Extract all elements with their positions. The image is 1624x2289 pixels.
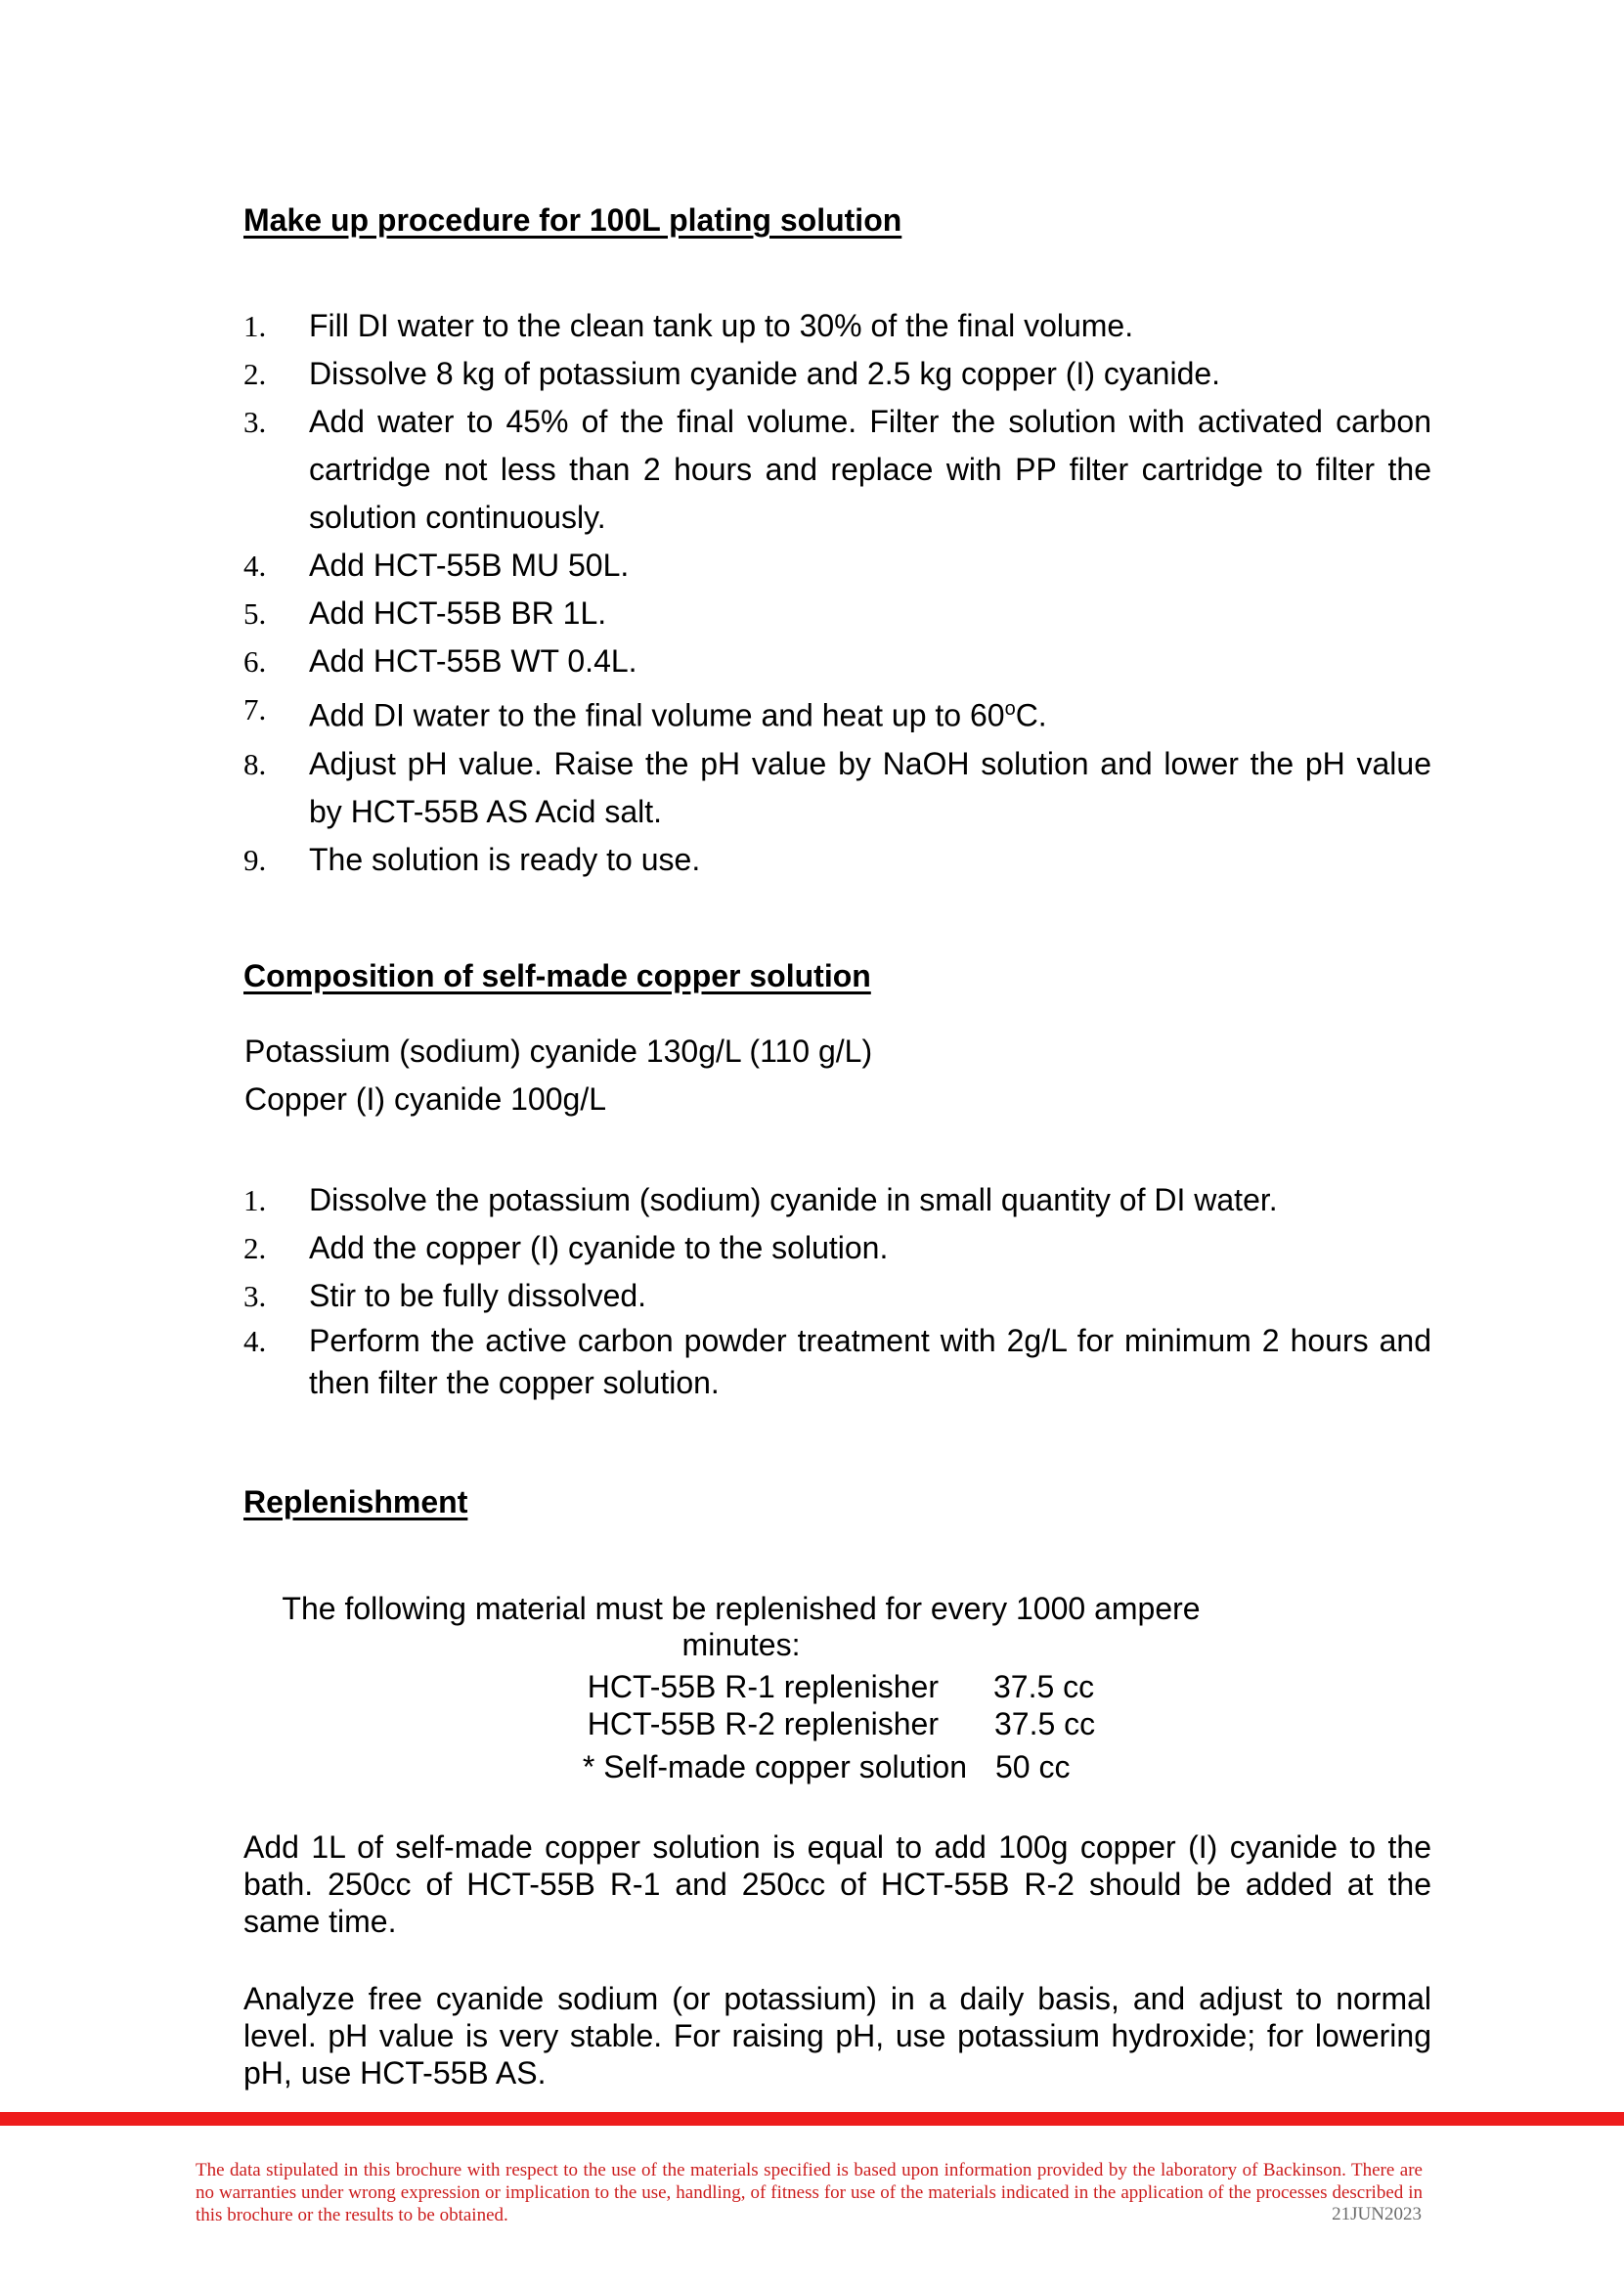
replenishment-note: Add 1L of self-made copper solution is equal to add 100g copper (I) cyanide to the bath. 250cc of HCT-55B R-1 and 250cc of HCT-55B R-2 should be added at the same time.: [243, 1829, 1431, 1939]
list-item: [243, 350, 1431, 398]
step-number: 2.: [243, 1231, 267, 1265]
step-text: Add HCT-55B MU 50L.: [309, 548, 630, 583]
step-number: 3.: [243, 1279, 267, 1313]
list-item: [243, 1320, 1431, 1404]
step-number: 1.: [243, 309, 267, 343]
list-item: [243, 685, 1431, 740]
document-date: 21JUN2023: [1332, 2204, 1422, 2224]
list-item: [243, 590, 1431, 638]
copper-solution-heading: Composition of self-made copper solution: [243, 958, 871, 993]
footer-divider: [0, 2112, 1624, 2126]
copper-steps-list: [243, 1176, 1431, 1404]
step-text-unit: C.: [1015, 697, 1047, 733]
step-number: 8.: [243, 746, 267, 781]
replenisher-quantity: 37.5 cc: [993, 1669, 1095, 1704]
list-item: [243, 638, 1431, 685]
list-item: [243, 740, 1431, 836]
list-item: [243, 542, 1431, 590]
step-number: 9.: [243, 842, 267, 877]
replenisher-name: HCT-55B R-2 replenisher: [587, 1706, 939, 1741]
composition-line: Copper (I) cyanide 100g/L: [244, 1081, 606, 1117]
replenisher-name: HCT-55B R-1 replenisher: [587, 1669, 939, 1704]
step-text: Add water to 45% of the final volume. Filter the solution with activated carbon cartridge not less than 2 hours and replace with PP filter cartridge to filter the solution continuously.: [309, 404, 1431, 535]
step-number: 7.: [243, 692, 267, 726]
step-number: 2.: [243, 357, 267, 391]
list-item: [243, 1176, 1431, 1224]
replenishment-intro: The following material must be replenished for every 1000 ampere minutes:: [282, 1591, 1201, 1662]
makeup-steps-list: [243, 302, 1431, 884]
step-text: Adjust pH value. Raise the pH value by NaOH solution and lower the pH value by HCT-55B AS Acid salt.: [309, 745, 1431, 829]
list-item: [243, 302, 1431, 350]
step-text: Stir to be fully dissolved.: [309, 1278, 647, 1313]
step-text: Perform the active carbon powder treatment with 2g/L for minimum 2 hours and then filter the copper solution.: [309, 1323, 1431, 1400]
step-text: The solution is ready to use.: [309, 841, 701, 877]
step-text: Add HCT-55B WT 0.4L.: [309, 643, 637, 679]
replenishment-heading: Replenishment: [243, 1484, 468, 1519]
makeup-procedure-heading: Make up procedure for 100L plating solution: [243, 202, 902, 238]
step-number: 5.: [243, 596, 267, 631]
step-number: 4.: [243, 549, 267, 583]
step-number: 3.: [243, 405, 267, 439]
list-item: [243, 1224, 1431, 1272]
replenisher-quantity: 50 cc: [995, 1749, 1071, 1784]
step-text: Add DI water to the final volume and heat up to 60: [309, 697, 1005, 733]
disclaimer-text: The data stipulated in this brochure with respect to the use of the materials specified is based upon information provided by the laboratory of Backinson. There are no warranties under wrong expression or implication to the use, handling, of fitness for use of the materials indicated in the application of the processes described in this brochure or the results to be obtained.: [196, 2160, 1423, 2225]
step-number: 4.: [243, 1324, 267, 1358]
step-text: Dissolve 8 kg of potassium cyanide and 2.5 kg copper (I) cyanide.: [309, 356, 1221, 391]
composition-line: Potassium (sodium) cyanide 130g/L (110 g/L): [244, 1034, 873, 1069]
list-item: [243, 398, 1431, 542]
step-number: 6.: [243, 644, 267, 679]
step-text: Add the copper (I) cyanide to the solution.: [309, 1230, 889, 1265]
replenisher-quantity: 37.5 cc: [994, 1706, 1096, 1741]
step-number: 1.: [243, 1183, 267, 1217]
step-text: Dissolve the potassium (sodium) cyanide in small quantity of DI water.: [309, 1182, 1278, 1217]
step-text: Fill DI water to the clean tank up to 30% of the final volume.: [309, 308, 1134, 343]
degree-symbol: o: [1004, 698, 1016, 720]
analysis-note: Analyze free cyanide sodium (or potassium) in a daily basis, and adjust to normal level. pH value is very stable. For raising pH, use potassium hydroxide; for lowering pH, use HCT-55B AS.: [243, 1981, 1431, 2091]
list-item: [243, 1272, 1431, 1320]
replenisher-name: * Self-made copper solution: [582, 1749, 967, 1784]
list-item: [243, 836, 1431, 884]
step-text: Add HCT-55B BR 1L.: [309, 595, 607, 631]
